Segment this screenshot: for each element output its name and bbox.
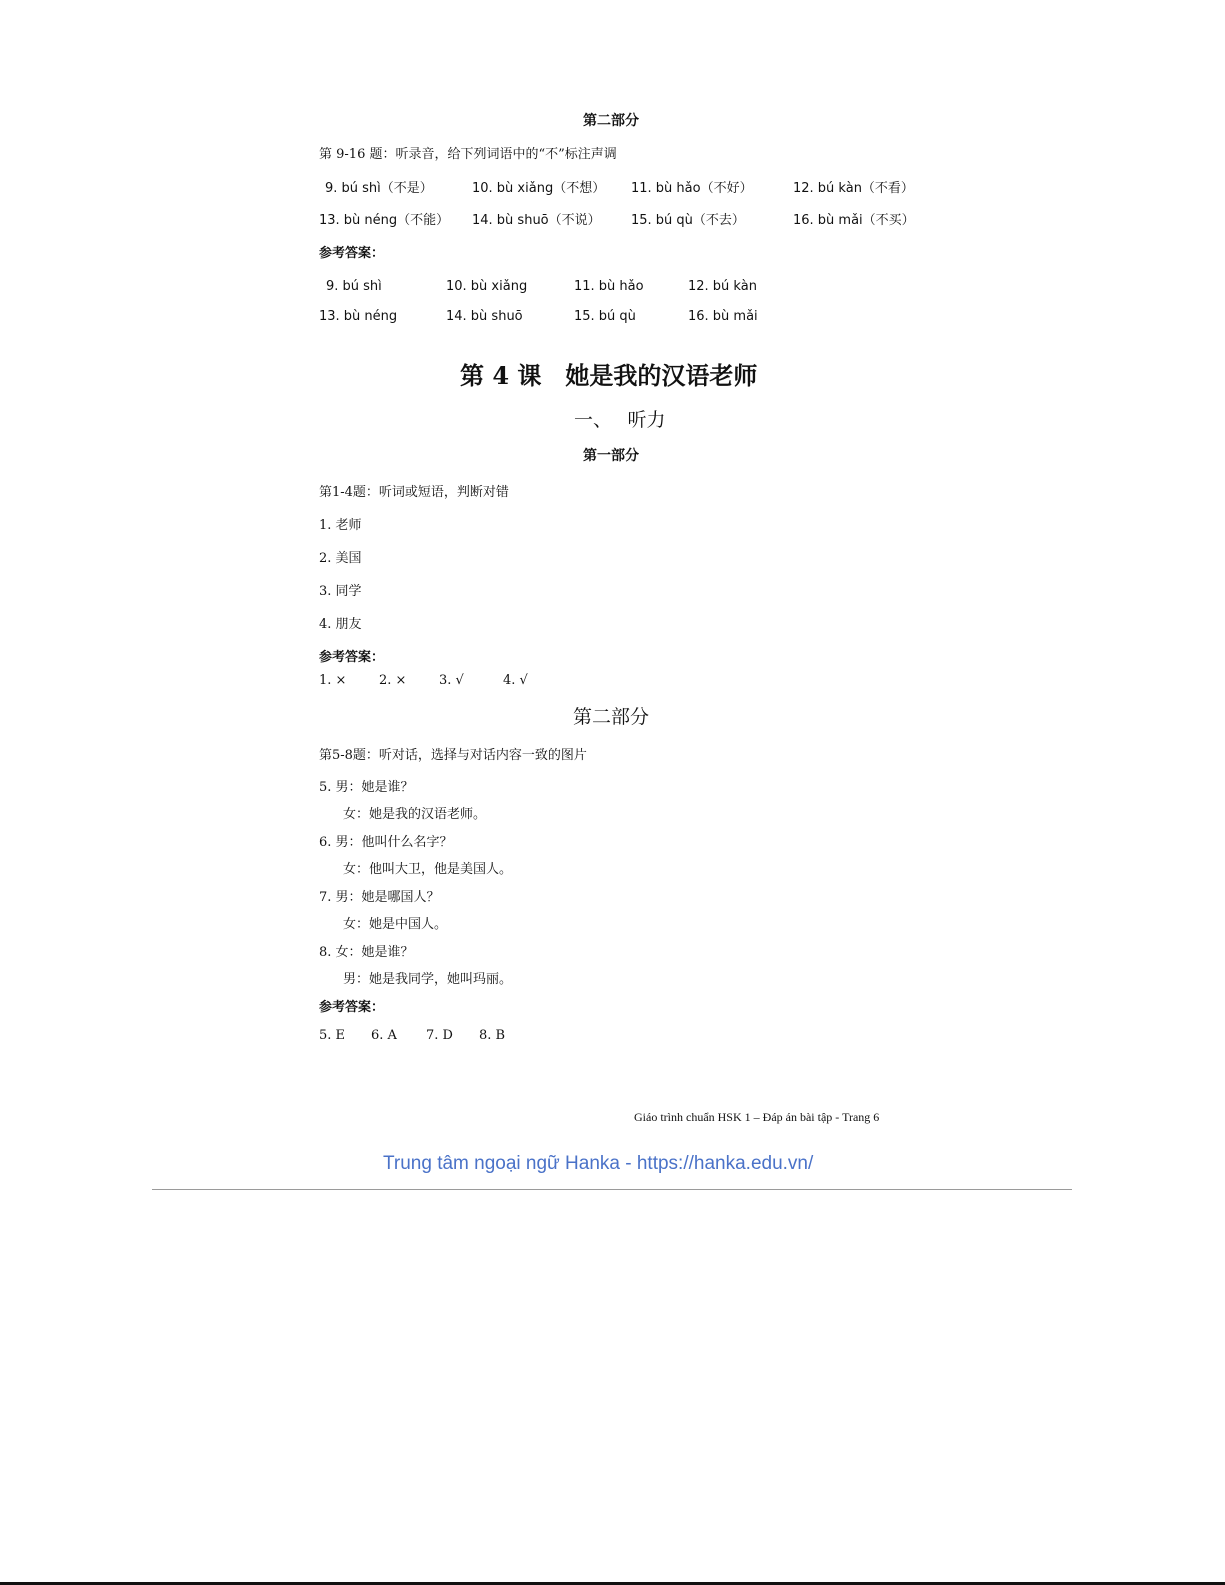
instruction-9-16: 第 9-16 题：听录音，给下列词语中的“不”标注声调 (319, 147, 617, 162)
answer-item: 16. bù mǎi (688, 309, 758, 324)
instruction-5-8: 第5-8题：听对话，选择与对话内容一致的图片 (319, 748, 587, 763)
answer-label: 参考答案： (319, 650, 385, 665)
answer-item: 3. √ (439, 673, 464, 688)
footer-divider (152, 1189, 1072, 1190)
answer-item: 13. bù néng (319, 309, 398, 324)
watermark-link[interactable]: Trung tâm ngoại ngữ Hanka - https://hanka.edu.vn/ (383, 1153, 814, 1174)
list-item: 3. 同学 (319, 584, 362, 599)
dialogue-line: 6. 男：他叫什么名字？ (319, 835, 453, 850)
answer-item: 2. × (379, 673, 407, 688)
page-footer-label: Giáo trình chuẩn HSK 1 – Đáp án bài tập - Trang 6 (634, 1110, 880, 1124)
dialogue-line: 女：她是中国人。 (343, 917, 448, 932)
answer-item: 4. √ (503, 673, 528, 688)
exercise-item: 14. bù shuō（不说） (472, 213, 601, 228)
answer-item: 9. bú shì (326, 279, 382, 294)
dialogue-line: 女：他叫大卫，他是美国人。 (343, 862, 513, 877)
answer-item: 11. bù hǎo (574, 279, 644, 294)
exercise-item: 10. bù xiǎng（不想） (472, 181, 606, 196)
exercise-item: 16. bù mǎi（不买） (793, 213, 915, 228)
exercise-item: 13. bù néng（不能） (319, 213, 450, 228)
instruction-1-4: 第1-4题：听词或短语，判断对错 (319, 485, 509, 500)
answer-item: 7. D (426, 1028, 453, 1043)
section-heading-part2: 第二部分 (573, 706, 650, 728)
dialogue-line: 7. 男：她是哪国人？ (319, 890, 440, 905)
answer-item: 6. A (371, 1028, 397, 1043)
answer-item: 14. bù shuō (446, 309, 523, 324)
exercise-item: 9. bú shì（不是） (325, 181, 433, 196)
dialogue-line: 女：她是我的汉语老师。 (343, 807, 487, 822)
dialogue-line: 5. 男：她是谁？ (319, 780, 414, 795)
exercise-item: 12. bú kàn（不看） (793, 181, 914, 196)
lesson-title: 第 4 课 她是我的汉语老师 (460, 361, 758, 390)
dialogue-line: 8. 女：她是谁？ (319, 945, 414, 960)
answer-item: 10. bù xiǎng (446, 279, 528, 294)
answer-item: 8. B (479, 1028, 506, 1043)
answer-label: 参考答案： (319, 1000, 385, 1015)
list-item: 1. 老师 (319, 518, 362, 533)
section-heading-part2-top: 第二部分 (583, 113, 639, 129)
answer-item: 5. E (319, 1028, 346, 1043)
dialogue-line: 男：她是我同学，她叫玛丽。 (343, 972, 513, 987)
section-heading-part1: 第一部分 (583, 448, 639, 464)
section-title-listening: 一、 听力 (574, 409, 666, 431)
answer-item: 15. bú qù (574, 309, 636, 324)
list-item: 4. 朋友 (319, 617, 362, 632)
answer-item: 1. × (319, 673, 347, 688)
list-item: 2. 美国 (319, 551, 362, 566)
exercise-item: 15. bú qù（不去） (631, 213, 745, 228)
answer-item: 12. bú kàn (688, 279, 757, 294)
exercise-item: 11. bù hǎo（不好） (631, 181, 753, 196)
answer-label: 参考答案： (319, 246, 385, 261)
